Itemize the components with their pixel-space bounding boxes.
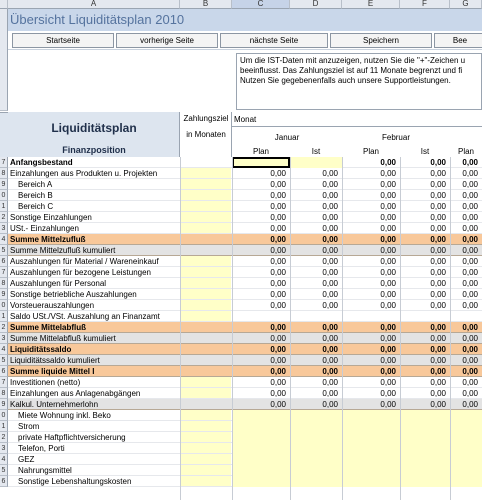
zahlungsziel-input[interactable] — [181, 223, 231, 233]
value-cell[interactable]: 0,00 — [430, 158, 446, 167]
row-number[interactable]: 0 — [0, 410, 8, 421]
value-cell[interactable]: 0,00 — [462, 279, 478, 288]
column-header-g[interactable]: G — [450, 0, 482, 9]
value-cell[interactable]: 0,00 — [322, 235, 338, 244]
value-cell[interactable]: 0,00 — [380, 257, 396, 266]
value-cell[interactable] — [450, 454, 482, 465]
zahlungsziel-input[interactable] — [181, 388, 231, 398]
value-cell[interactable] — [400, 476, 450, 487]
value-cell[interactable] — [290, 476, 342, 487]
value-cell[interactable]: 0,00 — [380, 191, 396, 200]
row-label: Auszahlungen für Material / Wareneinkauf — [10, 257, 159, 266]
row-label: Saldo USt./VSt. Auszahlung an Finanzamt — [10, 312, 160, 321]
value-cell[interactable]: 0,00 — [322, 389, 338, 398]
row-number[interactable]: 8 — [0, 278, 8, 289]
value-cell[interactable]: 0,00 — [270, 235, 286, 244]
value-cell[interactable] — [342, 476, 400, 487]
value-cell[interactable] — [342, 465, 400, 476]
row-label: Strom — [18, 422, 40, 431]
value-cell[interactable] — [400, 311, 450, 322]
row-label: Bereich A — [18, 180, 53, 189]
row-label: Bereich B — [18, 191, 53, 200]
value-cell[interactable]: 0,00 — [430, 180, 446, 189]
value-cell[interactable]: 0,00 — [462, 213, 478, 222]
value-cell[interactable]: 0,00 — [380, 356, 396, 365]
value-cell[interactable]: 0,00 — [322, 400, 338, 409]
value-cell[interactable] — [290, 443, 342, 454]
value-cell[interactable]: 0,00 — [322, 279, 338, 288]
sheet-title: Übersicht Liquiditätsplan 2010 — [10, 12, 185, 27]
value-cell[interactable]: 0,00 — [462, 202, 478, 211]
value-cell[interactable]: 0,00 — [270, 334, 286, 343]
zahlungsziel-input[interactable] — [181, 190, 231, 200]
value-cell[interactable]: 0,00 — [380, 290, 396, 299]
monat-label: Monat — [234, 115, 257, 124]
value-cell[interactable]: 0,00 — [380, 268, 396, 277]
row-label: Summe Mittelzufluß kumuliert — [10, 246, 116, 255]
value-cell[interactable]: 0,00 — [270, 169, 286, 178]
value-cell[interactable]: 0,00 — [430, 378, 446, 387]
row-label: GEZ — [18, 455, 35, 464]
row-number[interactable]: 6 — [0, 256, 8, 267]
row-number[interactable]: 3 — [0, 333, 8, 344]
value-cell[interactable] — [290, 432, 342, 443]
value-cell[interactable] — [232, 476, 290, 487]
zahlungsziel-input[interactable] — [181, 256, 231, 266]
value-cell[interactable] — [342, 454, 400, 465]
value-cell[interactable]: 0,00 — [430, 235, 446, 244]
value-cell[interactable] — [342, 443, 400, 454]
value-cell[interactable]: 0,00 — [380, 279, 396, 288]
zahlungsziel-input[interactable] — [181, 443, 231, 453]
value-cell[interactable] — [290, 421, 342, 432]
value-cell[interactable]: 0,00 — [430, 356, 446, 365]
month-header-block — [232, 112, 482, 157]
plan-label-feb: Plan — [362, 147, 379, 156]
value-cell[interactable]: 0,00 — [322, 246, 338, 255]
value-cell[interactable]: 0,00 — [322, 323, 338, 332]
value-cell[interactable] — [400, 410, 450, 421]
value-cell[interactable]: 0,00 — [430, 169, 446, 178]
value-cell[interactable]: 0,00 — [270, 180, 286, 189]
zahlungsziel-input[interactable] — [181, 377, 231, 387]
value-cell[interactable]: 0,00 — [322, 290, 338, 299]
value-cell[interactable]: 0,00 — [270, 257, 286, 266]
grid-line — [450, 157, 451, 500]
value-cell[interactable]: 0,00 — [380, 400, 396, 409]
zahlungsziel-input[interactable] — [181, 168, 231, 178]
value-cell[interactable] — [232, 443, 290, 454]
value-cell[interactable] — [400, 421, 450, 432]
value-cell[interactable]: 0,00 — [462, 235, 478, 244]
value-cell[interactable] — [342, 432, 400, 443]
value-cell[interactable]: 0,00 — [322, 213, 338, 222]
plan-title: Liquiditätsplan — [51, 121, 137, 135]
row-label: Miete Wohnung inkl. Beko — [18, 411, 111, 420]
value-cell[interactable]: 0,00 — [380, 301, 396, 310]
value-cell[interactable]: 0,00 — [462, 334, 478, 343]
value-cell[interactable] — [342, 410, 400, 421]
row-label: Summe Mittelabfluß — [10, 323, 87, 332]
zahlungsziel-input[interactable] — [181, 212, 231, 222]
row-number[interactable]: 0 — [0, 300, 8, 311]
value-cell[interactable]: 0,00 — [462, 367, 478, 376]
column-header-c[interactable]: C — [232, 0, 290, 9]
ist-label-feb: Ist — [420, 147, 430, 156]
start-page-button[interactable]: Startseite — [12, 33, 114, 48]
row-number[interactable]: 6 — [0, 366, 8, 377]
plan-label-jan: Plan — [252, 147, 269, 156]
value-cell[interactable] — [290, 311, 342, 322]
value-cell[interactable]: 0,00 — [462, 301, 478, 310]
row-number[interactable]: 9 — [0, 289, 8, 300]
row-number[interactable]: 2 — [0, 212, 8, 223]
row-label: Liquiditätssaldo kumuliert — [10, 356, 100, 365]
value-cell[interactable]: 0,00 — [270, 301, 286, 310]
next-page-button[interactable]: nächste Seite — [220, 33, 328, 48]
value-cell[interactable]: 0,00 — [462, 378, 478, 387]
zahlungsziel-input[interactable] — [181, 476, 231, 486]
row-number[interactable]: 4 — [0, 454, 8, 465]
value-cell[interactable]: 0,00 — [462, 356, 478, 365]
row-label: Vorsteuerauszahlungen — [10, 301, 95, 310]
value-cell[interactable]: 0,00 — [270, 279, 286, 288]
value-cell[interactable]: 0,00 — [380, 180, 396, 189]
value-cell[interactable]: 0,00 — [462, 169, 478, 178]
value-cell[interactable]: 0,00 — [322, 378, 338, 387]
value-cell[interactable]: 0,00 — [462, 158, 478, 167]
value-cell[interactable]: 0,00 — [380, 334, 396, 343]
zahlungsziel-input[interactable] — [181, 465, 231, 475]
row-number[interactable]: 9 — [0, 399, 8, 410]
zahlungsziel-input[interactable] — [181, 179, 231, 189]
value-cell[interactable]: 0,00 — [270, 389, 286, 398]
zahlungsziel-header — [180, 112, 232, 157]
value-cell[interactable]: 0,00 — [380, 213, 396, 222]
value-cell[interactable] — [450, 432, 482, 443]
zahlungsziel-input[interactable] — [181, 454, 231, 464]
value-cell[interactable]: 0,00 — [270, 378, 286, 387]
value-cell[interactable]: 0,00 — [430, 400, 446, 409]
value-cell[interactable]: 0,00 — [462, 323, 478, 332]
value-cell[interactable]: 0,00 — [462, 290, 478, 299]
value-cell[interactable] — [342, 421, 400, 432]
value-cell[interactable]: 0,00 — [462, 345, 478, 354]
value-cell[interactable] — [450, 476, 482, 487]
value-cell[interactable]: 0,00 — [380, 158, 396, 167]
row-header-strip — [0, 9, 8, 111]
value-cell[interactable] — [400, 432, 450, 443]
row-label: Auszahlungen für Personal — [10, 279, 107, 288]
value-cell[interactable]: 0,00 — [322, 334, 338, 343]
row-number[interactable]: 7 — [0, 157, 8, 168]
row-label: Bereich C — [18, 202, 54, 211]
row-number[interactable]: 3 — [0, 443, 8, 454]
value-cell[interactable]: 0,00 — [270, 400, 286, 409]
value-cell[interactable]: 0,00 — [270, 356, 286, 365]
row-label: Kalkul. Unternehmerlohn — [10, 400, 99, 409]
ist-label-jan: Ist — [311, 147, 321, 156]
row-label: private Haftpflichtversicherung — [18, 433, 126, 442]
value-cell[interactable]: 0,00 — [322, 224, 338, 233]
column-header-f[interactable]: F — [400, 0, 450, 9]
value-cell[interactable]: 0,00 — [322, 301, 338, 310]
row-number[interactable]: 6 — [0, 476, 8, 487]
row-number[interactable]: 5 — [0, 465, 8, 476]
value-cell[interactable]: 0,00 — [430, 345, 446, 354]
row-label: Liquiditätssaldo — [10, 345, 72, 354]
value-cell[interactable]: 0,00 — [430, 389, 446, 398]
value-cell[interactable]: 0,00 — [270, 246, 286, 255]
value-cell[interactable]: 0,00 — [380, 367, 396, 376]
sheet-title-bar — [8, 9, 482, 31]
value-cell[interactable]: 0,00 — [380, 235, 396, 244]
row-label: Summe liquide Mittel I — [10, 367, 95, 376]
row-label: Summe Mittelabfluß kumuliert — [10, 334, 116, 343]
row-label: Investitionen (netto) — [10, 378, 81, 387]
value-cell[interactable]: 0,00 — [380, 389, 396, 398]
value-cell[interactable]: 0,00 — [322, 191, 338, 200]
value-cell[interactable]: 0,00 — [270, 213, 286, 222]
zahlungsziel-input[interactable] — [181, 311, 231, 321]
exit-button[interactable]: Bee — [434, 33, 482, 48]
value-cell[interactable]: 0,00 — [430, 246, 446, 255]
save-button[interactable]: Speichern — [330, 33, 432, 48]
value-cell[interactable]: 0,00 — [380, 169, 396, 178]
value-cell[interactable]: 0,00 — [430, 224, 446, 233]
column-header-e[interactable]: E — [342, 0, 400, 9]
row-number[interactable]: 4 — [0, 234, 8, 245]
value-cell[interactable] — [450, 443, 482, 454]
row-number[interactable]: 1 — [0, 311, 8, 322]
grid-line — [290, 157, 291, 500]
zahlungsziel-input[interactable] — [181, 289, 231, 299]
value-cell[interactable]: 0,00 — [430, 334, 446, 343]
value-cell[interactable] — [232, 432, 290, 443]
row-label: Einzahlungen aus Anlagenabgängen — [10, 389, 141, 398]
row-number[interactable]: 2 — [0, 432, 8, 443]
zahlungsziel-input[interactable] — [181, 201, 231, 211]
row-label: Sonstige Einzahlungen — [10, 213, 92, 222]
value-cell[interactable]: 0,00 — [462, 191, 478, 200]
value-cell[interactable] — [450, 311, 482, 322]
row-number[interactable]: 1 — [0, 201, 8, 212]
row-number[interactable]: 8 — [0, 168, 8, 179]
value-cell[interactable]: 0,00 — [462, 400, 478, 409]
value-cell[interactable]: 0,00 — [430, 367, 446, 376]
zahlungsziel-input[interactable] — [181, 421, 231, 431]
zahlungsziel-label: Zahlungsziel — [183, 114, 229, 123]
row-number[interactable]: 7 — [0, 377, 8, 388]
zahlungsziel-input[interactable] — [181, 267, 231, 277]
value-cell[interactable]: 0,00 — [430, 213, 446, 222]
value-cell[interactable]: 0,00 — [462, 246, 478, 255]
value-cell[interactable]: 0,00 — [462, 389, 478, 398]
value-cell[interactable]: 0,00 — [380, 378, 396, 387]
row-number[interactable]: 9 — [0, 179, 8, 190]
value-cell[interactable] — [342, 311, 400, 322]
value-cell[interactable]: 0,00 — [270, 323, 286, 332]
row-label: Auszahlungen für bezogene Leistungen — [10, 268, 151, 277]
value-cell[interactable]: 0,00 — [322, 169, 338, 178]
value-cell[interactable]: 0,00 — [380, 202, 396, 211]
value-cell[interactable] — [290, 410, 342, 421]
value-cell[interactable]: 0,00 — [322, 345, 338, 354]
select-all-corner[interactable] — [0, 0, 8, 9]
value-cell[interactable]: 0,00 — [430, 202, 446, 211]
value-cell[interactable]: 0,00 — [380, 345, 396, 354]
row-label: USt.- Einzahlungen — [10, 224, 79, 233]
info-textbox — [236, 53, 482, 110]
value-cell[interactable]: 0,00 — [270, 367, 286, 376]
selected-cell[interactable] — [232, 157, 290, 168]
row-number[interactable]: 1 — [0, 421, 8, 432]
value-cell[interactable]: 0,00 — [462, 268, 478, 277]
row-number[interactable]: 5 — [0, 355, 8, 366]
value-cell[interactable]: 0,00 — [322, 257, 338, 266]
value-cell[interactable]: 0,00 — [430, 191, 446, 200]
zahlungsziel-input[interactable] — [181, 410, 231, 420]
value-cell[interactable] — [232, 465, 290, 476]
value-cell[interactable]: 0,00 — [380, 246, 396, 255]
value-cell[interactable] — [232, 454, 290, 465]
row-number[interactable]: 3 — [0, 223, 8, 234]
value-cell[interactable]: 0,00 — [322, 180, 338, 189]
row-label: Sonstige Lebenshaltungskosten — [18, 477, 132, 486]
row-label: Summe Mittelzufluß — [10, 235, 86, 244]
month-januar: Januar — [274, 133, 300, 142]
info-line-3: Nutzen Sie gegebenenfalls auch unsere Supportleistungen. — [240, 76, 451, 85]
value-cell[interactable]: 0,00 — [380, 224, 396, 233]
row-number[interactable]: 8 — [0, 388, 8, 399]
value-cell[interactable]: 0,00 — [462, 224, 478, 233]
value-cell[interactable]: 0,00 — [270, 191, 286, 200]
value-cell[interactable]: 0,00 — [270, 202, 286, 211]
value-cell[interactable] — [290, 465, 342, 476]
value-cell[interactable]: 0,00 — [430, 268, 446, 277]
column-header-a[interactable]: A — [8, 0, 180, 9]
value-cell[interactable]: 0,00 — [462, 257, 478, 266]
value-cell[interactable]: 0,00 — [270, 345, 286, 354]
value-cell[interactable]: 0,00 — [462, 180, 478, 189]
row-number[interactable]: 7 — [0, 267, 8, 278]
value-cell[interactable] — [232, 410, 290, 421]
value-cell[interactable]: 0,00 — [270, 224, 286, 233]
info-line-2: beeinflusst. Das Zahlungsziel ist auf 11 Monate begrenzt und fi — [240, 66, 463, 75]
value-cell[interactable]: 0,00 — [322, 356, 338, 365]
grid-line — [232, 157, 233, 500]
value-cell[interactable] — [400, 465, 450, 476]
row-number[interactable]: 5 — [0, 245, 8, 256]
grid-line — [180, 157, 181, 500]
in-monaten-label: in Monaten — [186, 130, 226, 139]
value-cell[interactable]: 0,00 — [430, 323, 446, 332]
value-cell[interactable]: 0,00 — [322, 202, 338, 211]
row-label: Telefon, Porti — [18, 444, 65, 453]
info-line-1: Um die IST-Daten mit anzuzeigen, nutzen Sie die "+"-Zeichen u — [240, 56, 466, 65]
column-header-b[interactable]: B — [180, 0, 232, 9]
value-cell[interactable]: 0,00 — [430, 257, 446, 266]
value-cell[interactable] — [232, 421, 290, 432]
zahlungsziel-input[interactable] — [181, 278, 231, 288]
value-cell[interactable]: 0,00 — [430, 279, 446, 288]
value-cell[interactable] — [450, 421, 482, 432]
value-cell[interactable]: 0,00 — [322, 367, 338, 376]
value-cell[interactable]: 0,00 — [322, 268, 338, 277]
value-cell[interactable] — [232, 311, 290, 322]
value-cell[interactable]: 0,00 — [380, 323, 396, 332]
zahlungsziel-input[interactable] — [181, 432, 231, 442]
month-februar: Februar — [381, 133, 410, 142]
value-cell[interactable] — [450, 465, 482, 476]
plan-label-mar: Plan — [457, 147, 474, 156]
zahlungsziel-input[interactable] — [181, 300, 231, 310]
previous-page-button[interactable]: vorherige Seite — [116, 33, 218, 48]
value-cell[interactable]: 0,00 — [270, 290, 286, 299]
row-label: Einzahlungen aus Produkten u. Projekten — [10, 169, 158, 178]
value-cell[interactable]: 0,00 — [430, 290, 446, 299]
value-cell[interactable]: 0,00 — [430, 301, 446, 310]
value-cell[interactable] — [400, 443, 450, 454]
grid-line — [400, 157, 401, 500]
column-header-d[interactable]: D — [290, 0, 342, 9]
value-cell[interactable]: 0,00 — [270, 268, 286, 277]
value-cell[interactable] — [290, 157, 342, 168]
row-number[interactable]: 4 — [0, 344, 8, 355]
grid-line — [342, 157, 343, 500]
row-label: Anfangsbestand — [10, 158, 73, 167]
row-number[interactable]: 0 — [0, 190, 8, 201]
row-number[interactable]: 2 — [0, 322, 8, 333]
liquidity-header-cell — [8, 112, 180, 157]
value-cell[interactable] — [400, 454, 450, 465]
value-cell[interactable] — [290, 454, 342, 465]
value-cell[interactable] — [450, 410, 482, 421]
row-label: Nahrungsmittel — [18, 466, 72, 475]
finanzposition-label: Finanzposition — [62, 145, 126, 155]
row-label: Sonstige betriebliche Auszahlungen — [10, 290, 137, 299]
